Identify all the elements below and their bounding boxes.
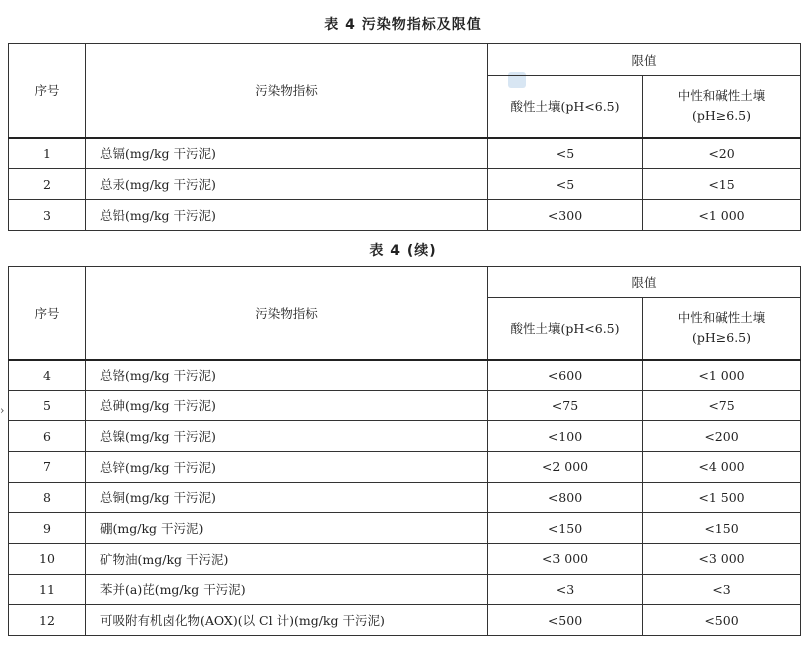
row-number: 1	[9, 138, 86, 169]
row-number: 11	[9, 574, 86, 605]
row-acidic-limit: <75	[488, 390, 643, 421]
table-row	[9, 200, 801, 231]
row-indicator: 总汞(mg/kg 干污泥)	[86, 169, 488, 200]
row-neutral-limit: <1 000	[643, 360, 801, 391]
row-neutral-limit: <3	[643, 574, 801, 605]
row-indicator: 总铬(mg/kg 干污泥)	[86, 360, 488, 391]
table2-header-limit: 限值	[488, 267, 801, 298]
table2-header-neutral	[643, 298, 801, 360]
row-acidic-limit: <300	[488, 200, 643, 231]
row-indicator: 总镍(mg/kg 干污泥)	[86, 421, 488, 452]
table2-header-acidic: 酸性土壤(pH<6.5)	[488, 298, 643, 360]
table1	[8, 43, 801, 231]
row-neutral-limit: <500	[643, 605, 801, 636]
table-row	[9, 421, 801, 452]
row-indicator: 总铜(mg/kg 干污泥)	[86, 482, 488, 513]
row-neutral-limit: <20	[643, 138, 801, 169]
row-acidic-limit: <100	[488, 421, 643, 452]
row-indicator: 可吸附有机卤化物(AOX)(以 Cl 计)(mg/kg 干污泥)	[86, 605, 488, 636]
row-neutral-limit: <4 000	[643, 451, 801, 482]
row-indicator: 总锌(mg/kg 干污泥)	[86, 451, 488, 482]
table-row	[9, 482, 801, 513]
row-number: 12	[9, 605, 86, 636]
table-row	[9, 574, 801, 605]
row-number: 5	[9, 390, 86, 421]
table1-caption: 表 4 污染物指标及限值	[324, 17, 482, 33]
row-acidic-limit: <3 000	[488, 543, 643, 574]
table2-header-neutral-line2: (pH≥6.5)	[692, 330, 752, 346]
row-neutral-limit: <150	[643, 513, 801, 544]
row-number: 3	[9, 200, 86, 231]
table-row	[9, 513, 801, 544]
table-row	[9, 169, 801, 200]
table2-caption: 表 4 (续)	[369, 243, 437, 259]
row-acidic-limit: <500	[488, 605, 643, 636]
row-indicator: 总砷(mg/kg 干污泥)	[86, 390, 488, 421]
table1-header-indicator: 污染物指标	[86, 44, 488, 138]
row-number: 6	[9, 421, 86, 452]
table1-header-limit: 限值	[488, 44, 801, 76]
row-neutral-limit: <75	[643, 390, 801, 421]
row-indicator: 矿物油(mg/kg 干污泥)	[86, 543, 488, 574]
table1-header-acidic: 酸性土壤(pH<6.5)	[488, 76, 643, 138]
table-row	[9, 390, 801, 421]
row-indicator: 苯并(a)芘(mg/kg 干污泥)	[86, 574, 488, 605]
table1-header-neutral	[643, 76, 801, 138]
row-number: 4	[9, 360, 86, 391]
row-acidic-limit: <600	[488, 360, 643, 391]
edge-arrow-icon: ›	[0, 404, 5, 417]
row-acidic-limit: <5	[488, 138, 643, 169]
table2-header-seq: 序号	[9, 267, 86, 360]
row-neutral-limit: <1 500	[643, 482, 801, 513]
row-acidic-limit: <5	[488, 169, 643, 200]
row-indicator: 总镉(mg/kg 干污泥)	[86, 138, 488, 169]
row-indicator: 总铅(mg/kg 干污泥)	[86, 200, 488, 231]
row-indicator: 硼(mg/kg 干污泥)	[86, 513, 488, 544]
table1-header-neutral-line2: (pH≥6.5)	[692, 108, 752, 124]
table-row	[9, 360, 801, 391]
table2	[8, 266, 801, 636]
row-number: 10	[9, 543, 86, 574]
table-row	[9, 451, 801, 482]
row-acidic-limit: <150	[488, 513, 643, 544]
table-row	[9, 543, 801, 574]
row-neutral-limit: <3 000	[643, 543, 801, 574]
table-row	[9, 138, 801, 169]
row-number: 8	[9, 482, 86, 513]
row-acidic-limit: <2 000	[488, 451, 643, 482]
row-acidic-limit: <3	[488, 574, 643, 605]
row-acidic-limit: <800	[488, 482, 643, 513]
row-neutral-limit: <200	[643, 421, 801, 452]
table2-header-neutral-line1: 中性和碱性土壤	[677, 310, 766, 326]
table-row	[9, 605, 801, 636]
row-neutral-limit: <15	[643, 169, 801, 200]
table1-header-seq: 序号	[9, 44, 86, 138]
row-neutral-limit: <1 000	[643, 200, 801, 231]
table1-header-neutral-line1: 中性和碱性土壤	[677, 88, 766, 104]
table2-header-indicator: 污染物指标	[86, 267, 488, 360]
row-number: 9	[9, 513, 86, 544]
row-number: 2	[9, 169, 86, 200]
row-number: 7	[9, 451, 86, 482]
